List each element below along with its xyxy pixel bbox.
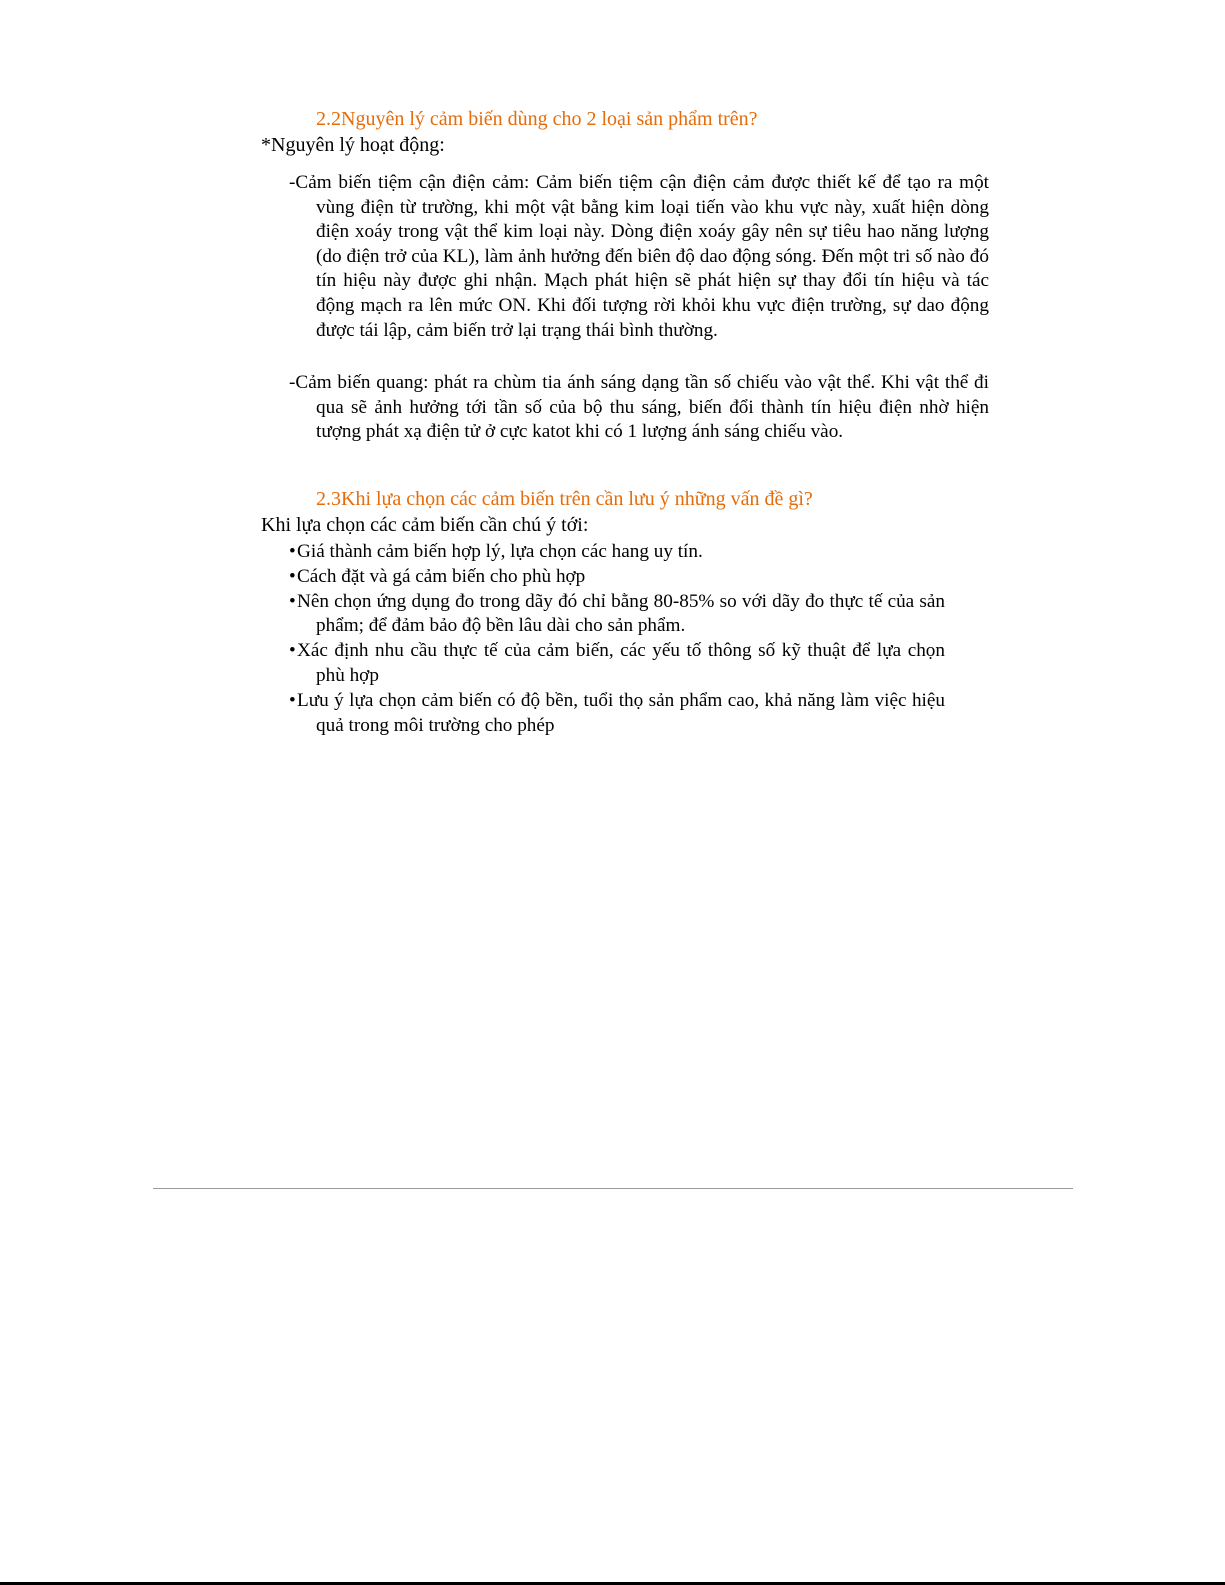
list-item-text: Cách đặt và gá cảm biến cho phù hợp [297, 565, 586, 587]
list-item-text: Nên chọn ứng dụng đo trong dãy đó chỉ bằng 80-85% so với dãy đo thực tế của sản phẩm; để đảm bảo độ bền lâu dài cho sản phẩm. [297, 590, 945, 637]
list-item-text: Xác định nhu cầu thực tế của cảm biến, các yếu tố thông số kỹ thuật để lựa chọn phù hợp [297, 640, 945, 686]
section-2-3-intro: Khi lựa chọn các cảm biến cần chú ý tới: [261, 514, 589, 536]
section-2-2-intro: *Nguyên lý hoạt động: [261, 134, 445, 156]
selection-criteria-list [289, 540, 945, 738]
list-item [289, 689, 945, 739]
bullet-icon: • [289, 565, 296, 587]
bullet-icon: • [289, 541, 296, 562]
list-item [289, 590, 945, 640]
list-item [289, 639, 945, 689]
section-2-2-heading: 2.2Nguyên lý cảm biến dùng cho 2 loại sản phẩm trên? [316, 108, 758, 130]
list-item [289, 565, 945, 590]
list-item [289, 540, 945, 565]
bullet-icon: • [289, 590, 296, 612]
paragraph-inductive-sensor: -Cảm biến tiệm cận điện cảm: Cảm biến tiệm cận điện cảm được thiết kế để tạo ra một vùng điện từ trường, khi một vật bằng kim loại tiến vào khu vực này, xuất hiện dòng điện xoáy trong vật thể kim loại này. Dòng điện xoáy gây nên sự tiêu hao năng lượng (do điện trở của KL), làm ảnh hưởng đến biên độ dao động sóng. Đến một tri số nào đó tín hiệu này được ghi nhận. Mạch phát hiện sẽ phát hiện sự thay đổi tín hiệu và tác động mạch ra lên mức ON. Khi đối tượng rời khỏi khu vực điện trường, sự dao động được tái lập, cảm biến trở lại trạng thái bình thường. [289, 172, 989, 341]
page-footer-divider [153, 1188, 1073, 1189]
bullet-icon: • [289, 689, 296, 711]
section-2-3-heading: 2.3Khi lựa chọn các cảm biến trên cần lưu ý những vấn đề gì? [316, 488, 813, 510]
paragraph-optical-sensor: -Cảm biến quang: phát ra chùm tia ánh sáng dạng tần số chiếu vào vật thể. Khi vật thể đi qua sẽ ảnh hưởng tới tần số của bộ thu sáng, biến đổi thành tín hiệu điện nhờ hiện tượng phát xạ điện tử ở cực katot khi có 1 lượng ánh sáng chiếu vào. [289, 372, 989, 443]
list-item-text: Lưu ý lựa chọn cảm biến có độ bền, tuổi thọ sản phẩm cao, khả năng làm việc hiệu quả trong môi trường cho phép [297, 689, 945, 736]
bullet-icon: • [289, 640, 296, 662]
list-item-text: Giá thành cảm biến hợp lý, lựa chọn các hang uy tín. [297, 541, 703, 562]
